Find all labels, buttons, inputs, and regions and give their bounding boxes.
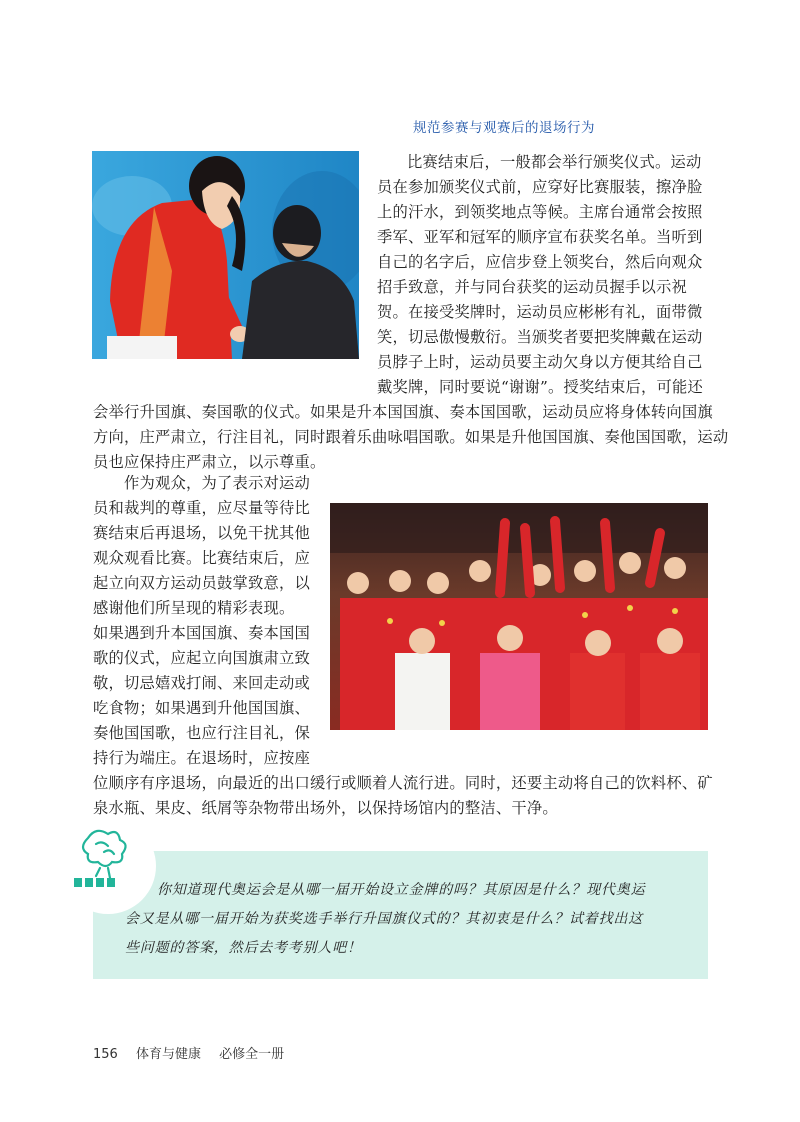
paragraph2-line: 敬，切忌嬉戏打闹、来回走动或 [93,674,310,692]
brainstorm-badge [60,818,156,914]
paragraph2-line: 持行为端庄。在退场时，应按座 [93,749,310,767]
paragraph2-line: 歌的仪式，应起立向国旗肃立致 [93,649,310,667]
think-box-line: 些问题的答案，然后去考考别人吧！ [125,940,362,956]
paragraph1-line: 戴奖牌，同时要说“谢谢”。授奖结束后，可能还 [377,378,703,396]
team-celebration-photo [330,503,708,730]
paragraph2-line: 如果遇到升本国国旗、奏本国国 [93,624,310,642]
paragraph2-line: 感谢他们所呈现的精彩表现。 [93,599,295,617]
think-box-line: 会又是从哪一届开始为获奖选手举行升国旗仪式的？其初衷是什么？试着找出这 [125,911,643,927]
paragraph1-line: 自己的名字后，应信步登上领奖台，然后向观众 [377,253,703,271]
paragraph2-line: 泉水瓶、果皮、纸屑等杂物带出场外，以保持场馆内的整洁、干净。 [93,799,558,817]
paragraph2-line: 位顺序有序退场，向最近的出口缓行或顺着人流行进。同时，还要主动将自己的饮料杯、矿 [93,774,713,792]
paragraph1-line: 比赛结束后，一般都会举行颁奖仪式。运动 [407,153,702,171]
paragraph1-line: 方向，庄严肃立，行注目礼，同时跟着乐曲咏唱国歌。如果是升他国国旗、奏他国国歌，运动 [93,428,729,446]
paragraph2-line: 作为观众，为了表示对运动 [124,474,310,492]
paragraph2-line: 奏他国国歌，也应行注目礼，保 [93,724,310,742]
page-footer [93,1043,298,1062]
paragraph1-line: 季军、亚军和冠军的顺序宣布获奖名单。当听到 [377,228,703,246]
book-volume: 必修全一册 [219,1047,285,1062]
book-title: 体育与健康 [135,1047,201,1062]
section-title: 规范参赛与观赛后的退场行为 [413,120,595,136]
paragraph1-line: 员在参加颁奖仪式前，应穿好比赛服装，擦净脸 [377,178,703,196]
paragraph2-line: 起立向双方运动员鼓掌致意，以 [93,574,310,592]
paragraph2-line: 赛结束后再退场，以免干扰其他 [93,524,310,542]
brainstorm-logo-icon [60,818,156,914]
think-box-line: 你知道现代奥运会是从哪一届开始设立金牌的吗？其原因是什么？现代奥运 [157,882,646,898]
medal-ceremony-photo [92,151,359,359]
paragraph1-line: 员脖子上时，运动员要主动欠身以方便其给自己 [377,353,703,371]
paragraph1-line: 上的汗水，到领奖地点等候。主席台通常会按照 [377,203,703,221]
page-number: 156 [93,1047,118,1062]
think-box [93,851,708,979]
paragraph1-line: 招手致意，并与同台获奖的运动员握手以示祝 [377,278,687,296]
paragraph1-line: 员也应保持庄严肃立，以示尊重。 [93,453,326,471]
paragraph1-line: 笑，切忌傲慢敷衍。当颁奖者要把奖牌戴在运动 [377,328,703,346]
paragraph2-line: 员和裁判的尊重，应尽量等待比 [93,499,310,517]
paragraph2-line: 观众观看比赛。比赛结束后，应 [93,549,310,567]
paragraph1-line: 会举行升国旗、奏国歌的仪式。如果是升本国国旗、奏本国国歌，运动员应将身体转向国旗 [93,403,713,421]
paragraph1-line: 贺。在接受奖牌时，运动员应彬彬有礼，面带微 [377,303,703,321]
paragraph2-line: 吃食物；如果遇到升他国国旗、 [93,699,310,717]
